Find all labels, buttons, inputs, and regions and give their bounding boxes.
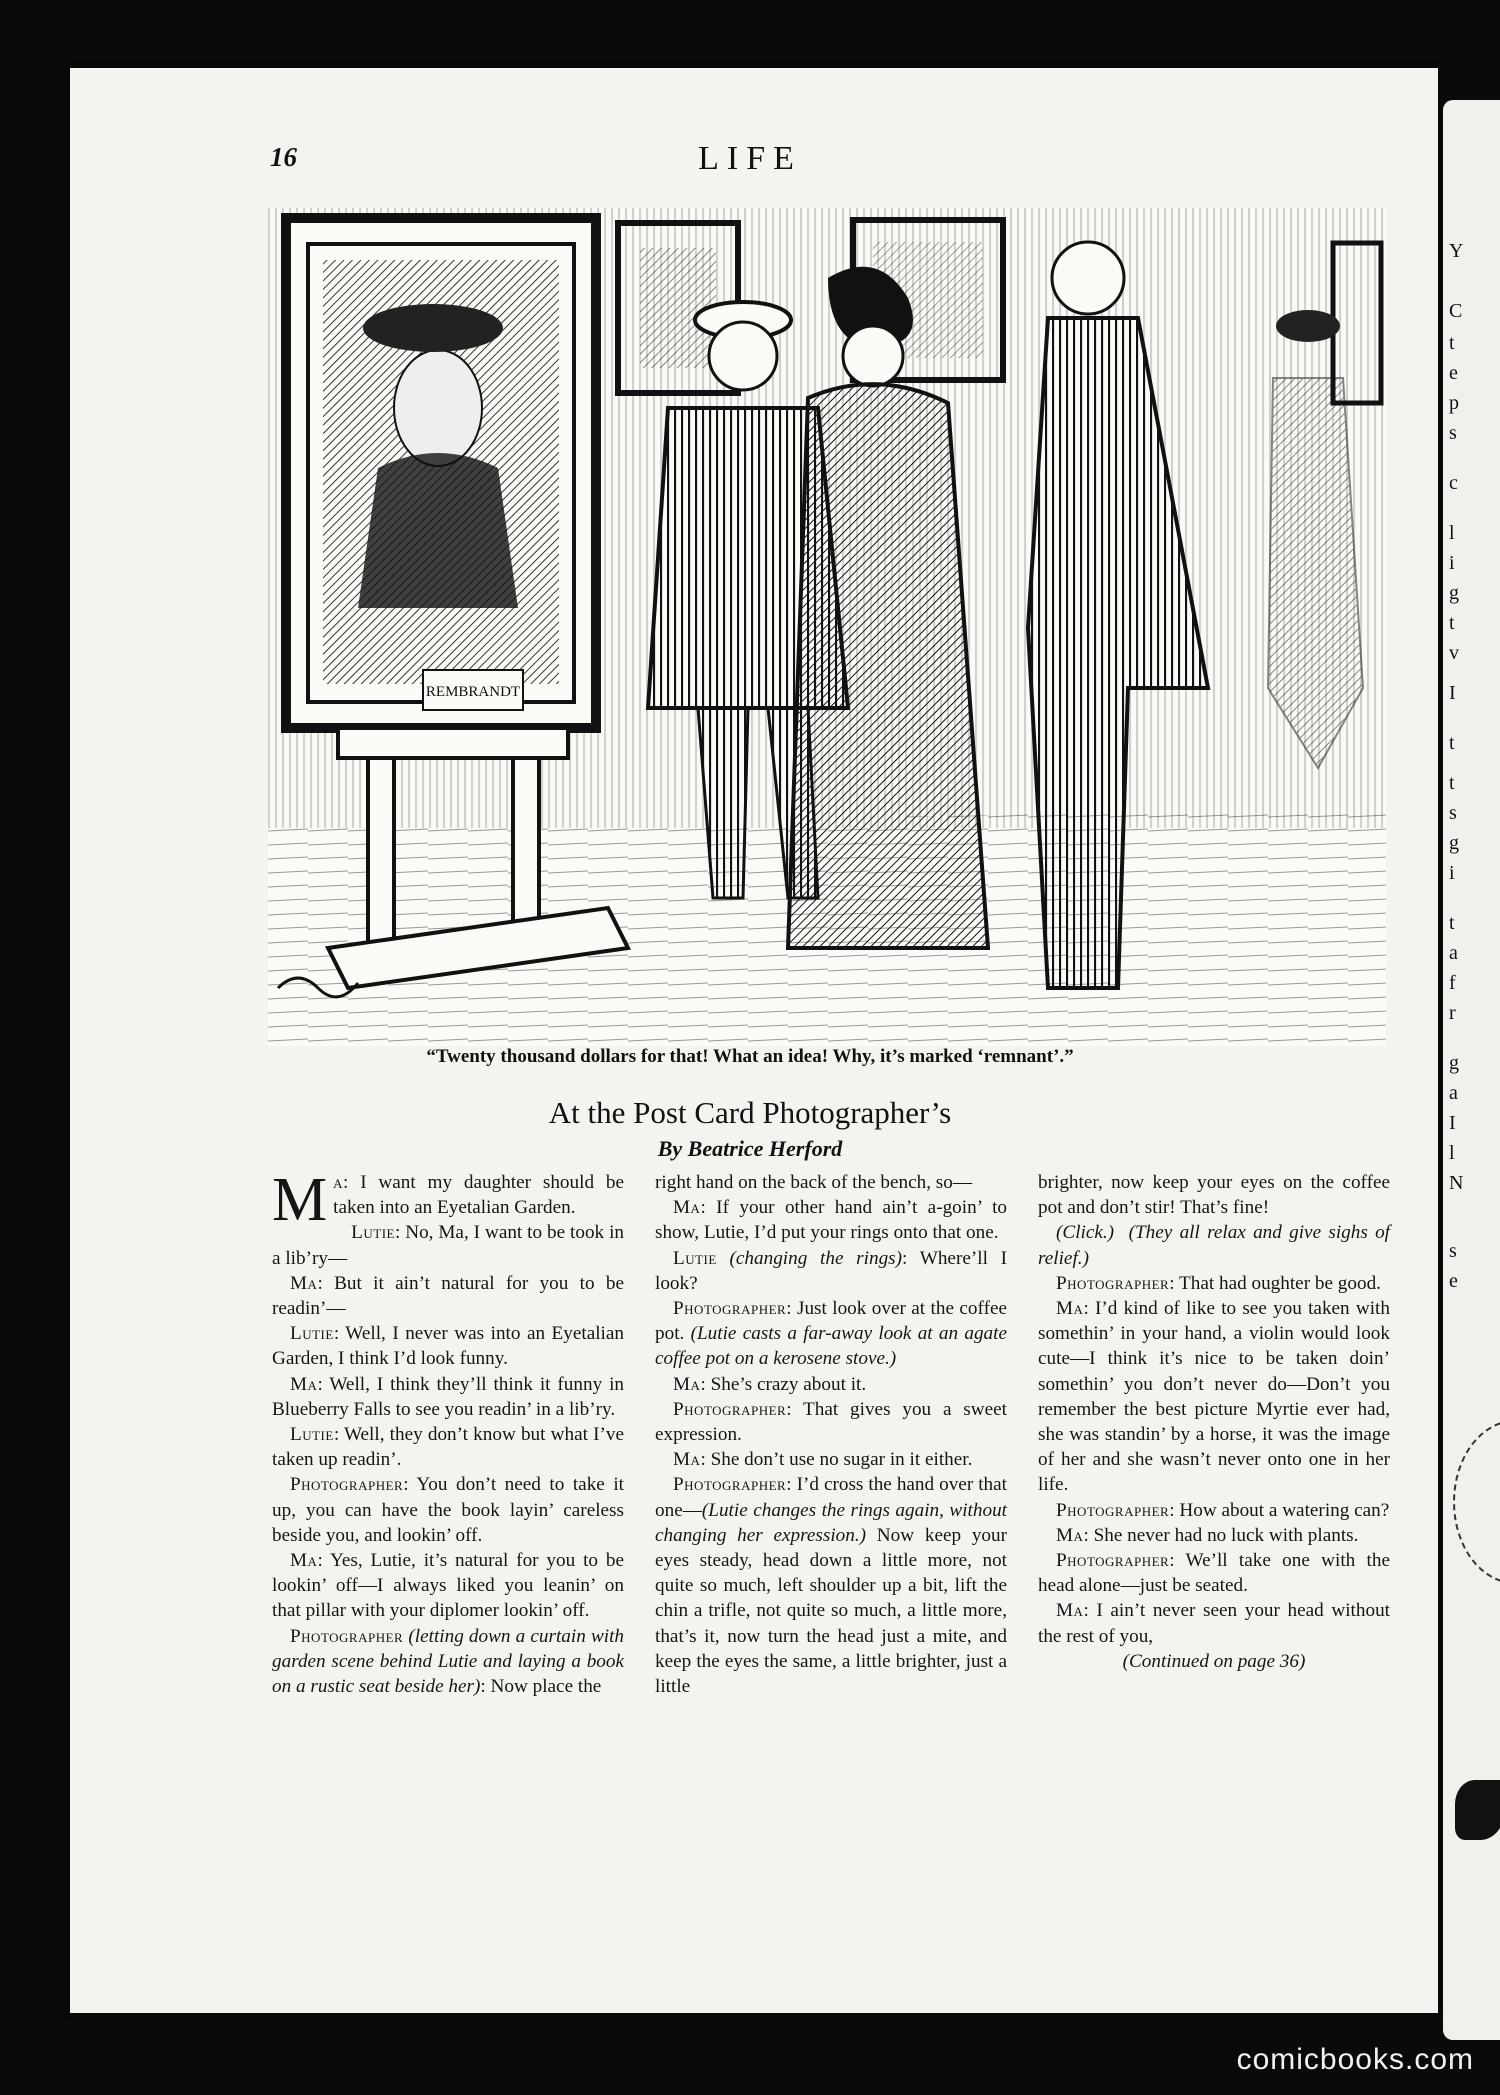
site-watermark: comicbooks.com	[1236, 2043, 1474, 2076]
paragraph: Ma: Well, I think they’ll think it funny in Blueberry Falls to see you readin’ in a lib’ry.	[272, 1373, 624, 1420]
article-title: At the Post Card Photographer’s	[548, 1095, 952, 1130]
magazine-masthead: LIFE	[698, 140, 802, 177]
illustration-caption: “Twenty thousand dollars for that! What an idea! Why, it’s marked ‘remnant’.”	[426, 1046, 1074, 1067]
paragraph: Lutie: Well, I never was into an Eyetalian Garden, I think I’d look funny.	[272, 1323, 624, 1370]
next-page-edge: Y C t e p s c l i g t v I t t s g i t a f r g a I l N s e	[1443, 100, 1500, 2040]
paragraph: Photographer (letting down a curtain with garden scene behind Lutie and laying a book on a rustic seat beside her): Now place the	[272, 1625, 624, 1698]
paragraph: Ma: She never had no luck with plants.	[1056, 1524, 1359, 1546]
page-number: 16	[270, 142, 297, 172]
paragraph: Ma: I ain’t never seen your head without the rest of you,	[1038, 1600, 1390, 1647]
paragraph: Ma: If your other hand ain’t a-goin’ to show, Lutie, I’d put your rings onto that one.	[655, 1197, 1007, 1244]
paragraph: Ma: Yes, Lutie, it’s natural for you to be lookin’ off—I always liked you leanin’ on that pillar with your diplomer lookin’ off.	[272, 1550, 624, 1622]
rembrandt-sign: REMBRANDT	[425, 684, 521, 700]
paragraph: Ma: She’s crazy about it.	[673, 1373, 867, 1395]
paragraph: Lutie: No, Ma, I want to be took in a lib’ry—	[272, 1222, 624, 1269]
article-column-3	[1038, 1170, 1390, 1674]
paragraph: (Click.) (They all relax and give sighs of relief.)	[1038, 1222, 1391, 1269]
cartoon-illustration	[268, 208, 1386, 1046]
article-column-1	[272, 1166, 624, 1699]
paragraph: Photographer: I’d cross the hand over that one—(Lutie changes the rings again, without changing her expression.) Now keep your eyes steady, head down a little more, not quite so much, left shoulder up a bit, lift the chin a trifle, not quite so much, a little more, that’s it, now turn the head just a mite, and keep the eyes the same, a little brighter, just a little	[655, 1474, 1007, 1698]
paragraph: Lutie: Well, they don’t know but what I’ve taken up readin’.	[272, 1424, 624, 1471]
continued-note: (Continued on page 36)	[1122, 1650, 1306, 1672]
paragraph: Ma: She don’t use no sugar in it either.	[673, 1449, 973, 1471]
article-byline: By Beatrice Herford	[657, 1136, 843, 1161]
paragraph: Lutie (changing the rings): Where’ll I look?	[655, 1247, 1007, 1294]
article-body	[272, 1166, 1391, 1860]
paragraph: Photographer: How about a watering can?	[1056, 1499, 1390, 1521]
paragraph: Ma: I want my daughter should be taken into an Eyetalian Garden.	[272, 1166, 624, 1234]
paragraph: Ma: But it ain’t natural for you to be readin’—	[272, 1272, 624, 1320]
paragraph: Ma: I’d kind of like to see you taken with somethin’ in your hand, a violin would look cute—I think it’s nice to be taken doin’ somethin’ you don’t never do—Don’t you remember the best picture Myrtie ever had, she was standin’ by a horse, it was the image of her and she wasn’t never onto one in her life.	[1038, 1298, 1390, 1496]
paragraph: Photographer: You don’t need to take it up, you can have the book layin’ careless beside you, and lookin’ off.	[272, 1474, 624, 1546]
paragraph: Photographer: Just look over at the coffee pot. (Lutie casts a far-away look at an agate coffee pot on a kerosene stove.)	[655, 1298, 1007, 1370]
article-column-2	[655, 1170, 1007, 1699]
paragraph: right hand on the back of the bench, so—	[655, 1172, 973, 1193]
paragraph: Photographer: That had oughter be good.	[1056, 1272, 1381, 1294]
paragraph: brighter, now keep your eyes on the coffee pot and don’t stir! That’s fine!	[1038, 1172, 1390, 1219]
paragraph: Photographer: We’ll take one with the head alone—just be seated.	[1038, 1550, 1390, 1597]
paragraph: Photographer: That gives you a sweet expression.	[655, 1398, 1007, 1446]
